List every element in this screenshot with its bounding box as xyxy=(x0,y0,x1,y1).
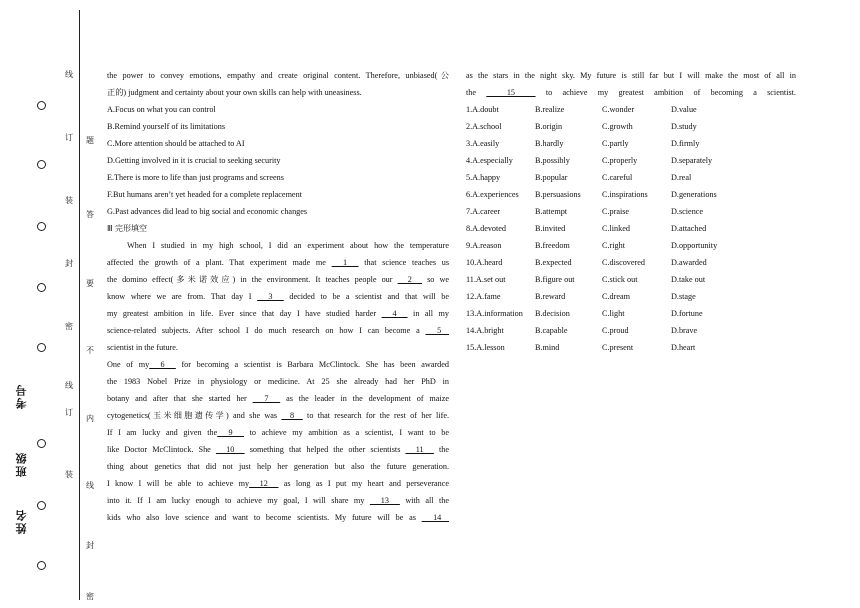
blank-3: 3 xyxy=(257,292,284,301)
choice-option: 2.A.school xyxy=(466,122,502,131)
choice-option: C.properly xyxy=(602,156,638,165)
passage-text: in all my xyxy=(407,309,450,318)
blank-1: 1 xyxy=(331,258,359,267)
option-item: G.Past advances did lead to big social and economic changes xyxy=(107,207,308,216)
passage-text: science-related subjects. After school I do much research on how I can become a xyxy=(107,326,426,335)
binding-char: 要 xyxy=(86,279,94,288)
passage-text: for becoming a scientist is Barbara McClintock. She has been awarded xyxy=(175,360,449,369)
blank-2: 2 xyxy=(397,275,423,284)
option-item: B.Remind yourself of its limitations xyxy=(107,122,226,131)
binding-char: 不 xyxy=(86,346,94,355)
passage-text: know where we are from. That day I xyxy=(107,292,258,301)
choice-option: C.linked xyxy=(602,224,630,233)
choice-option: C.careful xyxy=(602,173,633,182)
choice-option: C.partly xyxy=(602,139,629,148)
binding-margin xyxy=(0,0,100,608)
name-label: 姓名 xyxy=(15,508,28,534)
choice-option: 1.A.doubt xyxy=(466,105,499,114)
passage-text: into it. If I am lucky enough to achieve my goal, I will share my xyxy=(107,496,370,505)
blank-15: 15 xyxy=(486,88,536,97)
blank-14: 14 xyxy=(421,513,450,522)
choice-row xyxy=(466,186,796,203)
blank-5: 5 xyxy=(425,326,450,335)
passage-line xyxy=(466,67,796,84)
passage-line xyxy=(107,288,449,305)
passage-text: decided to be a scientist and that will be xyxy=(283,292,449,301)
passage-line xyxy=(107,339,449,356)
passage-text: as the stars in the night sky. My future is still far but I will make the most of all in xyxy=(466,71,796,80)
choice-option: C.stick out xyxy=(602,275,638,284)
binding-circle xyxy=(37,160,46,169)
binding-char: 线 xyxy=(65,70,73,79)
choice-option: 12.A.fame xyxy=(466,292,501,301)
choice-option: D.take out xyxy=(671,275,706,284)
choice-option: B.figure out xyxy=(535,275,575,284)
passage-text: to achieve my greatest ambition of becoming a scientist. xyxy=(535,88,796,97)
blank-9: 9 xyxy=(217,428,244,437)
choice-option: B.hardly xyxy=(535,139,564,148)
choice-option: B.mind xyxy=(535,343,560,352)
choice-row xyxy=(466,237,796,254)
passage-text: my greatest ambition in life. Ever since that day I have studied harder xyxy=(107,309,382,318)
passage-text: so we xyxy=(422,275,450,284)
passage-text: affected the growth of a plant. That experiment made me xyxy=(107,258,332,267)
passage-text: scientist in the future. xyxy=(107,343,178,352)
option-item: E.There is more to life than just programs and screens xyxy=(107,173,284,182)
passage-text: cytogenetics(玉米细胞遗传学) and she was xyxy=(107,411,282,420)
passage-text: to that research for the rest of her life. xyxy=(302,411,450,420)
choice-row xyxy=(466,152,796,169)
choice-option: C.light xyxy=(602,309,625,318)
choice-option: D.fortune xyxy=(671,309,703,318)
passage-line xyxy=(107,424,449,441)
binding-char: 装 xyxy=(65,470,73,479)
passage-line xyxy=(107,322,449,339)
blank-10: 10 xyxy=(215,445,245,454)
passage-text: When I studied in my high school, I did an experiment about how the temperature xyxy=(127,241,449,250)
passage-text: One of my xyxy=(107,360,150,369)
choice-row xyxy=(466,305,796,322)
answer-choices xyxy=(466,101,796,356)
binding-circle xyxy=(37,439,46,448)
choice-row xyxy=(466,118,796,135)
choice-option: C.right xyxy=(602,241,625,250)
passage-text: that science teaches us xyxy=(358,258,450,267)
choice-option: B.invited xyxy=(535,224,566,233)
passage-line xyxy=(107,441,449,458)
choice-option: C.dream xyxy=(602,292,630,301)
choice-row xyxy=(466,203,796,220)
binding-line xyxy=(79,10,80,600)
choice-option: C.present xyxy=(602,343,634,352)
choice-row xyxy=(466,169,796,186)
left-column xyxy=(107,67,449,526)
option-item: C.More attention should be attached to AI xyxy=(107,139,245,148)
choice-option: B.origin xyxy=(535,122,563,131)
right-column xyxy=(466,67,796,356)
passage-text: as long as I put my heart and perseverance xyxy=(278,479,449,488)
passage-text: something that helped the other scientists xyxy=(244,445,406,454)
cloze-passage-continued xyxy=(466,67,796,101)
choice-row xyxy=(466,288,796,305)
choice-option: C.praise xyxy=(602,207,630,216)
passage-line xyxy=(107,356,449,373)
passage-line xyxy=(107,254,449,271)
blank-11: 11 xyxy=(405,445,434,454)
blank-6: 6 xyxy=(149,360,176,369)
binding-char: 密 xyxy=(86,592,94,601)
binding-circle xyxy=(37,501,46,510)
binding-char: 答 xyxy=(86,210,94,219)
choice-row xyxy=(466,254,796,271)
passage-text: I know I will be able to achieve my xyxy=(107,479,250,488)
binding-circle xyxy=(37,283,46,292)
intro-line: the power to convey emotions, empathy and create original content. Therefore, unbiased(公 xyxy=(107,71,449,80)
choice-option: 11.A.set out xyxy=(466,275,506,284)
choice-option: D.generations xyxy=(671,190,717,199)
section-title: Ⅲ 完形填空 xyxy=(107,224,148,233)
choice-option: D.opportunity xyxy=(671,241,718,250)
passage-text: the xyxy=(433,445,449,454)
choice-option: C.growth xyxy=(602,122,633,131)
choice-option: 3.A.easily xyxy=(466,139,500,148)
passage-line xyxy=(466,84,796,101)
passage-text: to achieve my ambition as a scientist, I want to be xyxy=(243,428,450,437)
binding-char: 装 xyxy=(65,196,73,205)
choice-option: 9.A.reason xyxy=(466,241,502,250)
choice-option: B.persuasions xyxy=(535,190,581,199)
choice-option: B.expected xyxy=(535,258,572,267)
choice-option: 6.A.experiences xyxy=(466,190,519,199)
blank-7: 7 xyxy=(252,394,281,403)
passage-text: If I am lucky and given the xyxy=(107,428,218,437)
choice-option: D.separately xyxy=(671,156,713,165)
choice-option: B.realize xyxy=(535,105,565,114)
passage-line xyxy=(107,390,449,407)
choice-option: D.attached xyxy=(671,224,707,233)
choice-option: B.possibly xyxy=(535,156,570,165)
option-item: A.Focus on what you can control xyxy=(107,105,216,114)
blank-4: 4 xyxy=(381,309,408,318)
passage-line xyxy=(107,492,449,509)
choice-row xyxy=(466,339,796,356)
binding-char: 订 xyxy=(65,408,73,417)
blank-8: 8 xyxy=(281,411,303,420)
choice-row xyxy=(466,322,796,339)
passage-text: the domino effect(多米诺效应) in the environment. It teaches people our xyxy=(107,275,398,284)
choice-option: D.firmly xyxy=(671,139,700,148)
class-label: 班级 xyxy=(15,451,28,477)
choice-option: B.freedom xyxy=(535,241,570,250)
blank-13: 13 xyxy=(369,496,400,505)
passage-text: kids who also love science and want to become scientists. My future will be as xyxy=(107,513,422,522)
choice-option: 15.A.lesson xyxy=(466,343,505,352)
choice-option: D.study xyxy=(671,122,697,131)
option-item: F.But humans aren’t yet headed for a complete replacement xyxy=(107,190,302,199)
choice-option: 10.A.heard xyxy=(466,258,503,267)
passage-text: like Doctor McClintock. She xyxy=(107,445,216,454)
choice-option: D.real xyxy=(671,173,692,182)
passage-text: the xyxy=(466,88,487,97)
binding-char: 题 xyxy=(86,136,94,145)
binding-char: 内 xyxy=(86,414,94,423)
exam-number-label: 考号 xyxy=(15,383,28,409)
choice-option: B.decision xyxy=(535,309,570,318)
choice-option: 4.A.especially xyxy=(466,156,513,165)
choice-option: D.value xyxy=(671,105,697,114)
passage-text: with all the xyxy=(399,496,450,505)
binding-circle xyxy=(37,222,46,231)
choice-row xyxy=(466,271,796,288)
choice-option: C.proud xyxy=(602,326,629,335)
binding-char: 封 xyxy=(65,259,73,268)
choice-option: B.reward xyxy=(535,292,566,301)
binding-circle xyxy=(37,561,46,570)
passage-line xyxy=(107,407,449,424)
choice-option: 8.A.devoted xyxy=(466,224,507,233)
binding-char: 封 xyxy=(86,541,94,550)
choice-option: C.inspirations xyxy=(602,190,648,199)
passage-line xyxy=(107,271,449,288)
passage-text: botany and after that she started her xyxy=(107,394,253,403)
binding-char: 线 xyxy=(65,381,73,390)
choice-option: B.popular xyxy=(535,173,568,182)
choice-option: D.science xyxy=(671,207,704,216)
choice-option: 5.A.happy xyxy=(466,173,501,182)
passage-line xyxy=(107,305,449,322)
choice-option: D.awarded xyxy=(671,258,707,267)
passage-line xyxy=(107,373,449,390)
choice-option: B.attempt xyxy=(535,207,568,216)
cloze-passage xyxy=(107,237,449,526)
option-item: D.Getting involved in it is crucial to seeking security xyxy=(107,156,281,165)
passage-line xyxy=(107,475,449,492)
binding-char: 密 xyxy=(65,322,73,331)
binding-circle xyxy=(37,343,46,352)
choice-option: D.brave xyxy=(671,326,698,335)
choice-option: D.stage xyxy=(671,292,696,301)
choice-row xyxy=(466,101,796,118)
passage-text: thing about genetics that did not just help her generation but also the future generation. xyxy=(107,462,449,471)
choice-option: C.discovered xyxy=(602,258,645,267)
choice-option: B.capable xyxy=(535,326,568,335)
choice-option: 7.A.career xyxy=(466,207,501,216)
choice-option: 13.A.information xyxy=(466,309,523,318)
choice-option: C.wonder xyxy=(602,105,635,114)
passage-line xyxy=(107,509,449,526)
passage-line xyxy=(107,237,449,254)
binding-char: 线 xyxy=(86,481,94,490)
intro-line: 正的) judgment and certainty about your own skills can help with uneasiness. xyxy=(107,88,362,97)
passage-text: the 1983 Nobel Prize in physiology or medicine. At 25 she already had her PhD in xyxy=(107,377,449,386)
choice-row xyxy=(466,135,796,152)
binding-char: 订 xyxy=(65,133,73,142)
passage-text: as the leader in the development of maize xyxy=(280,394,449,403)
choice-row xyxy=(466,220,796,237)
blank-12: 12 xyxy=(249,479,279,488)
binding-circle xyxy=(37,101,46,110)
choice-option: 14.A.bright xyxy=(466,326,504,335)
passage-line xyxy=(107,458,449,475)
choice-option: D.heart xyxy=(671,343,696,352)
